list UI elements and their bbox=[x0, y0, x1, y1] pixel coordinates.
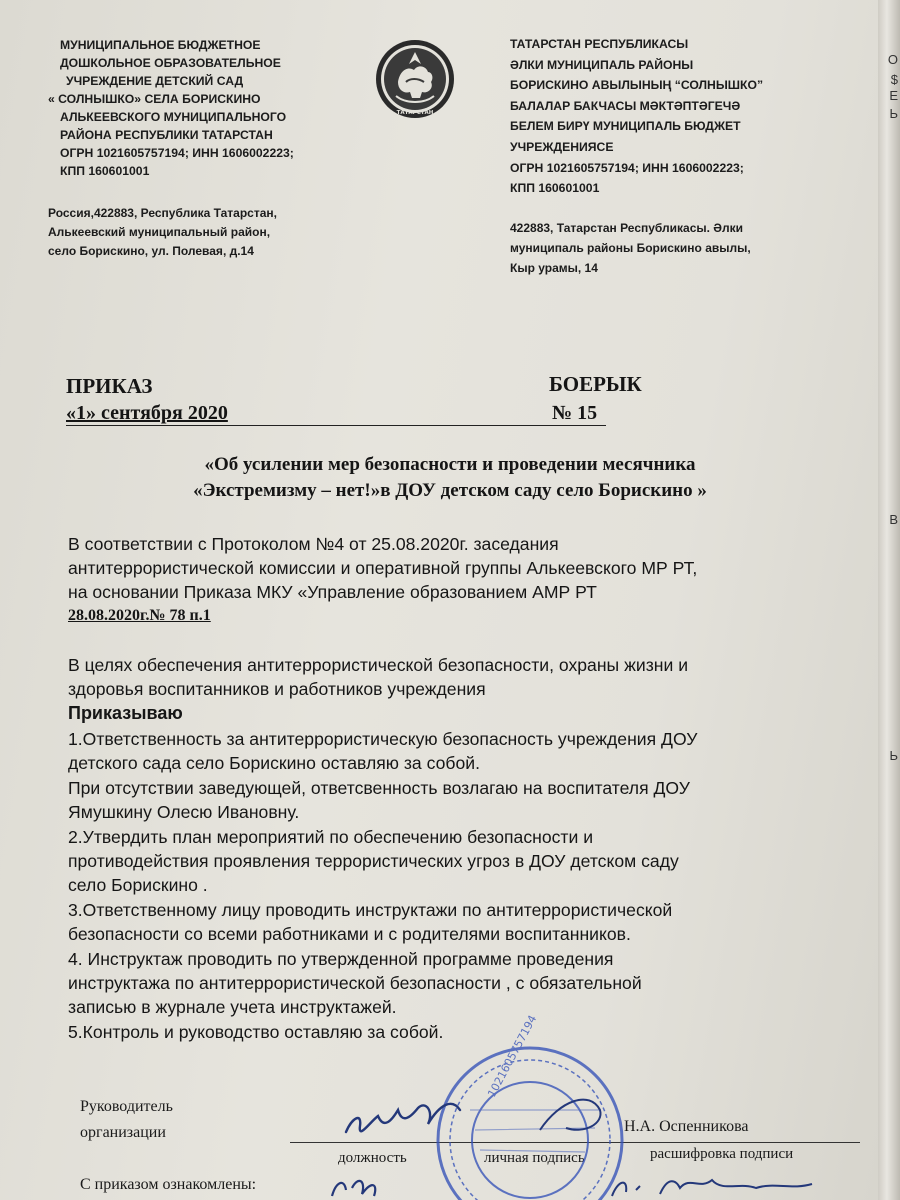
order-number: № 15 bbox=[552, 402, 598, 424]
acquainted-label: С приказом ознакомлены: bbox=[80, 1176, 257, 1193]
header-right-line: БОРИСКИНО АВЫЛЫНЫҢ “СОЛНЫШКО” bbox=[510, 78, 764, 93]
signature-flourish bbox=[540, 1100, 601, 1130]
edge-glyph: Е bbox=[889, 88, 898, 103]
item-line: Ямушкину Олесю Ивановну. bbox=[68, 802, 300, 823]
order-word: Приказываю bbox=[68, 703, 183, 723]
header-left-line: УЧРЕЖДЕНИЕ ДЕТСКИЙ САД bbox=[66, 74, 244, 88]
address-line: село Борискино, ул. Полевая, д.14 bbox=[48, 244, 254, 258]
acquainted-signature-2 bbox=[612, 1180, 812, 1196]
purpose-line: В целях обеспечения антитеррористической безопасности, охраны жизни и bbox=[68, 655, 689, 675]
item-line: инструктажа по антитеррористической безопасности , с обязательной bbox=[68, 973, 642, 994]
item-line: безопасности со всеми работниками и с родителями воспитанников. bbox=[68, 924, 631, 945]
label-position: должность bbox=[338, 1150, 407, 1166]
header-right-line: ТАТАРСТАН РЕСПУБЛИКАСЫ bbox=[510, 37, 689, 51]
address-line: Кыр урамы, 14 bbox=[510, 261, 598, 275]
edge-glyph: В bbox=[889, 512, 898, 527]
header-left-line: ОГРН 1021605757194; ИНН 1606002223; bbox=[60, 146, 294, 160]
edge-glyph: О bbox=[887, 52, 898, 67]
purpose-line: здоровья воспитанников и работников учреждения bbox=[68, 679, 486, 699]
basis-line: антитеррористической комиссии и оперативной группы Алькеевского МР РТ, bbox=[68, 558, 698, 578]
header-right-line: БЕЛЕМ БИРҮ МУНИЦИПАЛЬ БЮДЖЕТ bbox=[510, 119, 741, 134]
address-line: 422883, Татарстан Республикасы. Әлки bbox=[510, 221, 744, 235]
item-line: 2.Утвердить план мероприятий по обеспечению безопасности и bbox=[68, 826, 594, 847]
label-decoding: расшифровка подписи bbox=[650, 1146, 794, 1162]
round-seal-stamp-icon bbox=[438, 1013, 622, 1200]
signature-role-line: организации bbox=[80, 1124, 166, 1141]
header-left-line: ДОШКОЛЬНОЕ ОБРАЗОВАТЕЛЬНОЕ bbox=[60, 56, 281, 70]
stamp-number: 1021605757194 bbox=[485, 1012, 540, 1100]
order-title-ru: ПРИКАЗ bbox=[66, 374, 153, 398]
item-line: При отсутствии заведующей, ответсвенность возлагаю на воспитателя ДОУ bbox=[68, 777, 690, 798]
order-title-tt: БОЕРЫК bbox=[549, 372, 642, 396]
acquainted-signature-1 bbox=[332, 1181, 375, 1196]
signature-role-line: Руководитель bbox=[80, 1098, 173, 1115]
item-line: детского сада село Борискино оставляю за собой. bbox=[68, 753, 480, 774]
address-line: муниципаль районы Борискино авылы, bbox=[510, 241, 751, 255]
edge-glyph: $ bbox=[890, 72, 898, 87]
edge-glyph: Ь bbox=[889, 106, 898, 121]
header-left-line: РАЙОНА РЕСПУБЛИКИ ТАТАРСТАН bbox=[60, 128, 273, 142]
header-right-line: УЧРЕЖДЕНИЯСЕ bbox=[510, 139, 614, 154]
item-line: 4. Инструктаж проводить по утвержденной программе проведения bbox=[68, 948, 614, 969]
item-line: записью в журнале учета инструктажей. bbox=[68, 997, 397, 1018]
header-left-line: КПП 160601001 bbox=[60, 164, 150, 178]
header-left-line: МУНИЦИПАЛЬНОЕ БЮДЖЕТНОЕ bbox=[60, 38, 261, 52]
item-line: 3.Ответственному лицу проводить инструктажи по антитеррористической bbox=[68, 899, 673, 920]
header-right-line: КПП 160601001 bbox=[510, 181, 600, 196]
order-date-text: «1» сентября 2020 bbox=[66, 402, 228, 424]
item-line: 5.Контроль и руководство оставляю за собой. bbox=[68, 1021, 444, 1042]
subject-line: «Экстремизму – нет!»в ДОУ детском саду село Борискино » bbox=[193, 480, 707, 501]
basis-line: 28.08.2020г.№ 78 п.1 bbox=[68, 607, 211, 624]
signature-name: Н.А. Оспенникова bbox=[624, 1118, 749, 1135]
item-line: 1.Ответственность за антитеррористическую безопасность учреждения ДОУ bbox=[68, 729, 698, 749]
label-signature: личная подпись bbox=[484, 1150, 585, 1166]
header-left-line: « СОЛНЫШКО» СЕЛА БОРИСКИНО bbox=[48, 92, 261, 106]
emblem-caption: ТАТАРСТАН bbox=[396, 110, 434, 116]
basis-line: на основании Приказа МКУ «Управление образованием АМР РТ bbox=[68, 582, 597, 602]
address-line: Алькеевский муниципальный район, bbox=[48, 225, 271, 239]
subject-line: «Об усилении мер безопасности и проведении месячника bbox=[204, 454, 696, 475]
header-right-line: БАЛАЛАР БАКЧАСЫ МӘКТӘПТӘГЕЧӘ bbox=[510, 98, 741, 113]
edge-glyph: Ь bbox=[889, 748, 898, 763]
item-line: противодействия проявления террористических угроз в ДОУ детском саду bbox=[68, 851, 679, 872]
item-line: село Борискино . bbox=[68, 875, 208, 896]
header-left-line: АЛЬКЕЕВСКОГО МУНИЦИПАЛЬНОГО bbox=[60, 110, 287, 124]
basis-line: В соответствии с Протоколом №4 от 25.08.2020г. заседания bbox=[68, 534, 559, 554]
address-line: Россия,422883, Республика Татарстан, bbox=[48, 206, 277, 220]
header-right-line: ӘЛКИ МУНИЦИПАЛЬ РАЙОНЫ bbox=[510, 57, 694, 72]
header-right-line: ОГРН 1021605757194; ИНН 1606002223; bbox=[510, 160, 744, 175]
